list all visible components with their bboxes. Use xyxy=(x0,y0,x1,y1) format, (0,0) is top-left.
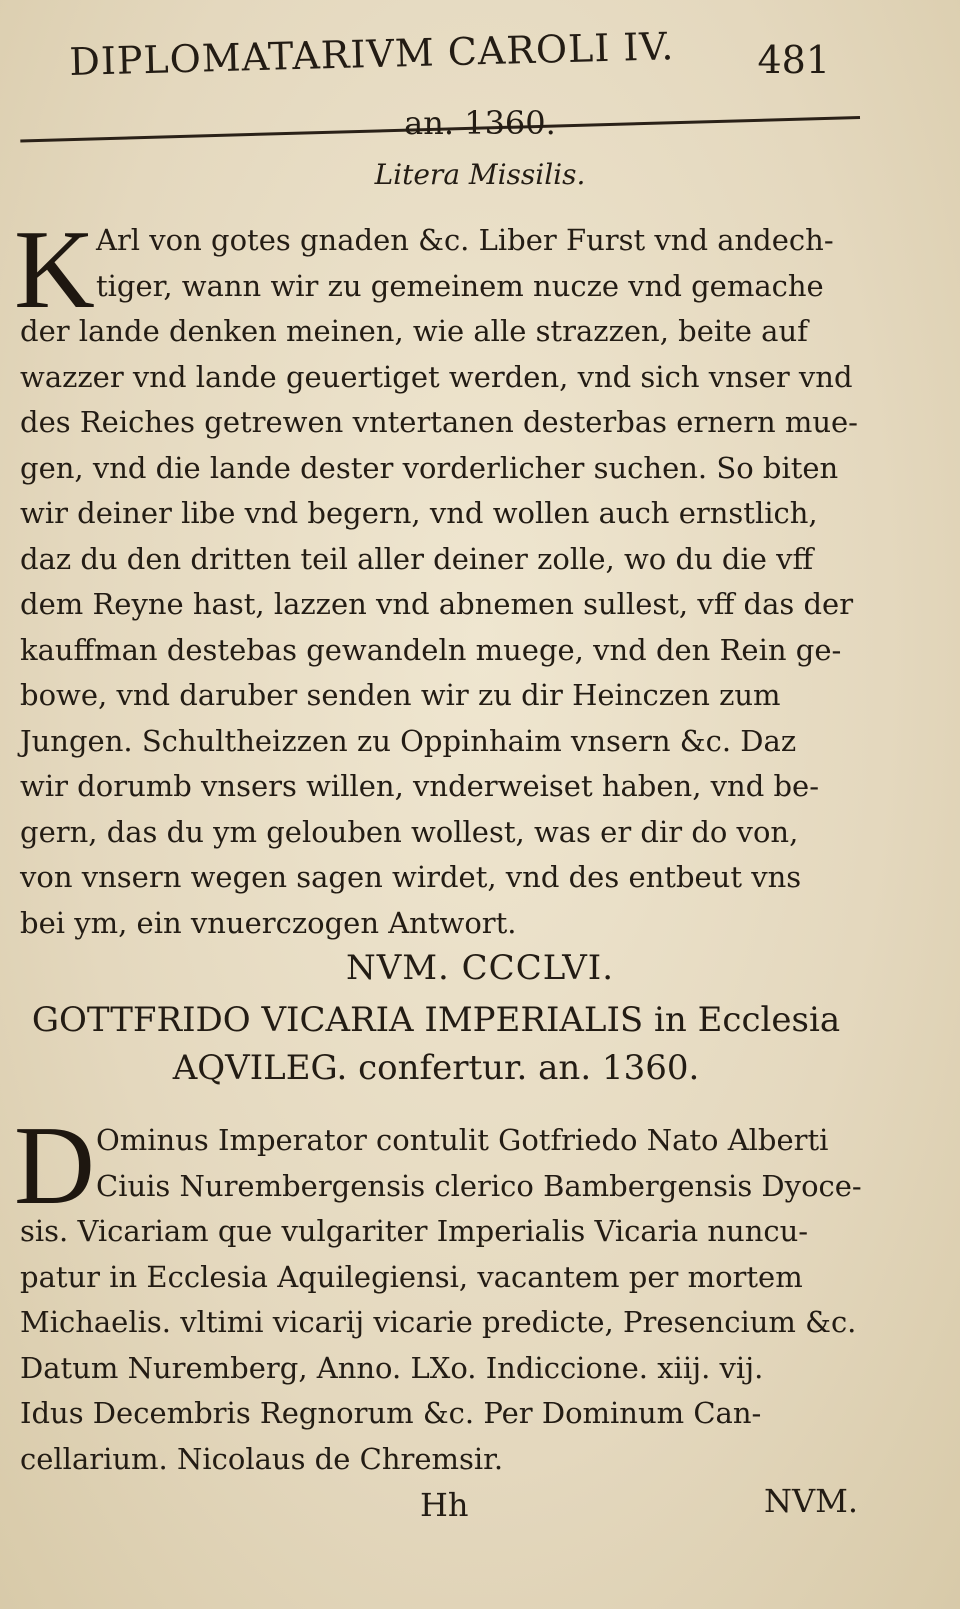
text-line: dem Reyne hast, lazzen vnd abnemen sullest, vff das der xyxy=(20,587,854,621)
text-line: Idus Decembris Regnorum &c. Per Dominum Can- xyxy=(20,1396,762,1430)
text-line: bei ym, ein vnuerczogen Antwort. xyxy=(20,905,517,940)
text-line: kauffman destebas gewandeln muege, vnd den Rein ge- xyxy=(20,632,842,667)
text-line: der lande denken meinen, wie alle strazzen, beite auf xyxy=(20,314,808,348)
text-line: wazzer vnd lande geuertiget werden, vnd sich vnser vnd xyxy=(20,359,853,394)
text-line: tiger, wann wir zu gemeinem nucze vnd gemache xyxy=(96,268,824,303)
catchword: NVM. xyxy=(764,1482,859,1520)
signature-mark: Hh xyxy=(420,1486,469,1524)
text-line: wir dorumb vnsers willen, vnderweiset haben, vnd be- xyxy=(20,769,820,803)
text-line: bowe, vnd daruber senden wir zu dir Heinczen zum xyxy=(20,678,781,712)
text-line: gern, das du ym gelouben wollest, was er dir do von, xyxy=(20,814,799,849)
page-number: 481 xyxy=(757,38,830,82)
text-line: des Reiches getrewen vntertanen desterbas ernern mue- xyxy=(20,405,858,439)
running-title: DIPLOMATARIVM CAROLI IV. xyxy=(68,24,675,85)
text-line: Jungen. Schultheizzen zu Oppinhaim vnsern &c. Daz xyxy=(20,723,797,758)
document-number: NVM. CCCLVI. xyxy=(345,948,615,988)
text-line: wir deiner libe vnd begern, vnd wollen auch ernstlich, xyxy=(20,496,818,530)
text-line: sis. Vicariam que vulgariter Imperialis Vicaria nuncu- xyxy=(20,1214,809,1248)
text-line: patur in Ecclesia Aquilegiensi, vacantem per mortem xyxy=(20,1259,803,1294)
text-line: Ominus Imperator contulit Gotfriedo Nato Alberti xyxy=(96,1123,829,1157)
text-line: daz du den dritten teil aller deiner zolle, wo du die vff xyxy=(20,541,814,576)
drop-cap-d: D xyxy=(14,1104,95,1228)
page-header xyxy=(60,24,840,104)
text-line: Datum Nuremberg, Anno. LXo. Indiccione. xiij. vij. xyxy=(20,1350,764,1385)
drop-cap-k: K xyxy=(14,208,95,332)
letter-type: Litera Missilis. xyxy=(374,158,586,191)
text-line: Michaelis. vltimi vicarij vicarie predicte, Presencium &c. xyxy=(20,1305,857,1339)
text-line: gen, vnd die lande dester vorderlicher suchen. So biten xyxy=(20,450,839,485)
text-line: cellarium. Nicolaus de Chremsir. xyxy=(20,1441,504,1476)
letter-year: an. 1360. xyxy=(404,104,556,142)
document-title-line-2: AQVILEG. confertur. an. 1360. xyxy=(172,1048,700,1088)
document-title-line-1: GOTTFRIDO VICARIA IMPERIALIS in Ecclesia xyxy=(31,1000,841,1040)
letter-body xyxy=(20,218,858,946)
text-line: Ciuis Nurembergensis clerico Bambergensis Dyoce- xyxy=(96,1168,862,1203)
document-body xyxy=(20,1118,862,1482)
text-line: von vnsern wegen sagen wirdet, vnd des entbeut vns xyxy=(20,860,802,894)
text-line: Arl von gotes gnaden &c. Liber Furst vnd andech- xyxy=(96,223,834,257)
